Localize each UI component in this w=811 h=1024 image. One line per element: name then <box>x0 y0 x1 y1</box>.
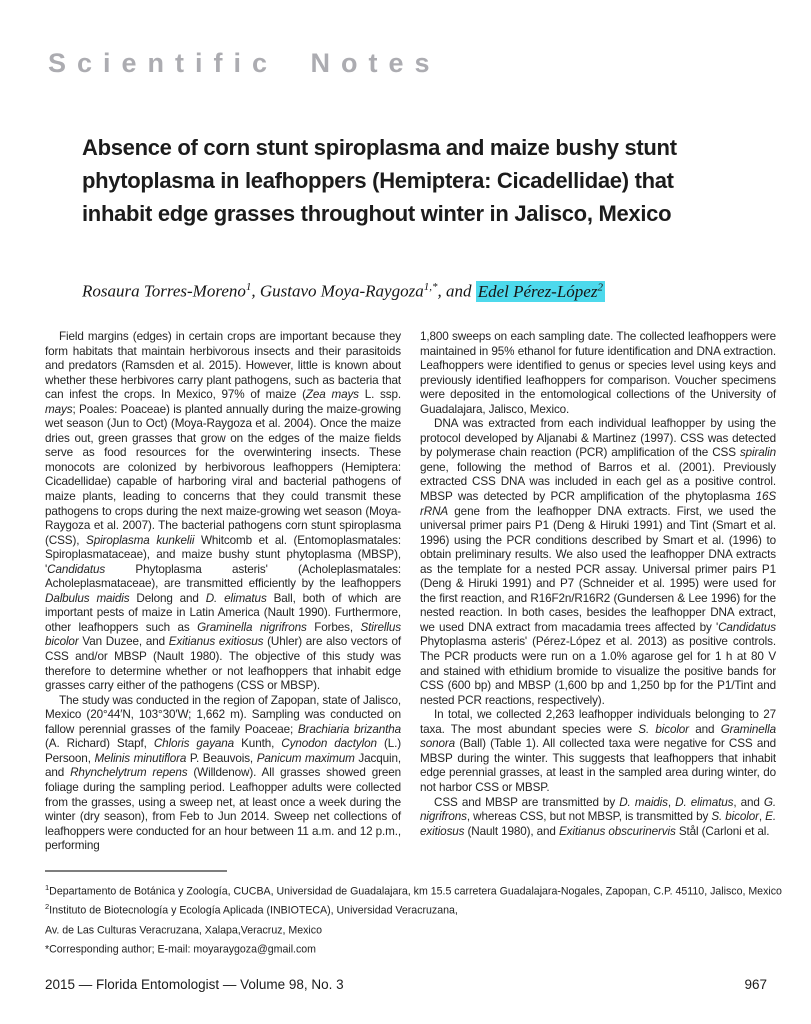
author-separator: , and <box>437 281 476 301</box>
byline <box>82 281 605 302</box>
footnote-line <box>45 880 782 900</box>
footnotes <box>45 880 782 958</box>
author-name: Gustavo Moya-Raygoza <box>259 281 424 301</box>
paragraph: Field margins (edges) in certain crops are important because they form habitats that maintain herbivorous insects and their parasitoids and predators (Ramsden et al. 2015). However, little is known about whether these herbivores carry plant pathogens, such as bacteria that can infest the crops. In Mexico, 97% of maize (Zea mays L. ssp. mays; Poales: Poaceae) is planted annually during the maize-growing wet season (Jun to Oct) (Moya-Raygoza et al. 2004). Once the maize dries out, green grasses that grow on the edges of the maize fields serve as food resources for the overwintering insects. These monocots are colonized by herbivorous leafhoppers (Hemiptera: Cicadellidae) capable of harboring viral and bacterial pathogens of maize plants, leading to concerns that they could transmit these pathogens to crops during the next maize-growing wet season (Moya-Raygoza et al. 2007). The bacterial pathogens corn stunt spiroplasma (CSS), Spiroplasma kunkelii Whitcomb et al. (Entomoplasmatales: Spiroplasmataceae), and maize bushy stunt phytoplasma (MBSP), 'Candidatus Phytoplasma asteris' (Acholeplasmatales: Acholeplasmataceae), are transmitted efficiently by the leafhoppers Dalbulus maidis Delong and D. elimatus Ball, both of which are important pests of maize in Latin America (Nault 1990). Furthermore, other leafhoppers such as Graminella nigrifrons Forbes, Stirellus bicolor Van Duzee, and Exitianus exitiosus (Uhler) are also vectors of CSS and/or MBSP (Nault 1980). The objective of this study was therefore to determine whether or not leafhoppers that inhabit edge grasses carry either of the pathogens (CSS or MBSP). <box>45 330 402 693</box>
author-affiliation-sup: 1 <box>245 281 252 293</box>
article-body <box>45 330 782 958</box>
author-affiliation-sup: 1,* <box>423 281 438 293</box>
author-name: Rosaura Torres-Moreno <box>82 281 246 301</box>
author-affiliation-sup: 2 <box>597 281 603 293</box>
author-highlight <box>476 281 605 302</box>
page-footer <box>45 977 767 992</box>
paragraph: 1,800 sweeps on each sampling date. The collected leafhoppers were maintained in 95% ethanol for future identification and DNA extraction. Leafhoppers were identified to genus or species level using keys and previously identified leafhoppers for comparison. Voucher specimens were deposited in the entomological collections of the University of Guadalajara, Jalisco, Mexico. <box>420 330 776 416</box>
section-label: Scientific Notes <box>48 48 441 78</box>
paragraph: DNA was extracted from each individual leafhopper by using the protocol developed by Aljanabi & Martinez (1997). CSS was detected by polymerase chain reaction (PCR) amplification of the CSS spiralin gene, following the method of Barros et al. (2001). Previously extracted CSS DNA was included in each gel as a positive control. MBSP was detected by PCR amplification of the phytoplasma 16S rRNA gene from the leafhopper DNA extracts. First, we used the universal primer pairs P1 (Deng & Hiruki 1991) and Tint (Smart et al. 1996) using the PCR conditions described by Smart et al. (1996) to obtain preliminary results. We also used the leafhopper DNA extracts as the template for a nested PCR assay. Universal primer pairs P1 (Deng & Hiruki 1991) and P7 (Schneider et al. 1995) were used for the first reaction, and R16F2n/R16R2 (Gundersen & Lee 1996) for the nested reaction. In both cases, besides the leafhopper DNA extract, we used DNA extract from macadamia trees affected by 'Candidatus Phytoplasma asteris' (Pérez-López et al. 2013) as positive controls. The PCR products were run on a 1.0% agarose gel for 1 h at 80 V and stained with ethidium bromide to visualize the positive bands for CSS (600 bp) and MBSP (1,600 bp and 1,250 bp for the P1/Tint and nested PCR reactions, respectively). <box>420 417 776 707</box>
footnote-separator <box>45 870 227 872</box>
article-title: Absence of corn stunt spiroplasma and maize bushy stunt phytoplasma in leafhoppers (Hemiptera: Cicadellidae) that inhabit edge grasses throughout winter in Jalisco, Mexico <box>82 134 677 226</box>
author-separator: , <box>251 281 260 301</box>
footnote-text: Instituto de Biotecnología y Ecología Aplicada (INBIOTECA), Universidad Veracruzana, <box>49 904 458 917</box>
author-name: Edel Pérez-López <box>477 281 598 301</box>
right-column <box>420 330 776 854</box>
footnote-marker: 2 <box>45 902 50 912</box>
footnote-line <box>45 899 776 919</box>
page-number: 967 <box>744 977 767 992</box>
paragraph: In total, we collected 2,263 leafhopper individuals belonging to 27 taxa. The most abundant species were S. bicolor and Graminella sonora (Ball) (Table 1). All collected taxa were negative for CSS and MBSP during the winter. This suggests that leafhoppers that inhabit edge perennial grasses, at least in the sampled area during winter, do not harbor CSS or MBSP. <box>420 708 776 794</box>
left-column <box>45 330 401 854</box>
footnote-line <box>45 919 776 939</box>
footnote-text: Departamento de Botánica y Zoología, CUCBA, Universidad de Guadalajara, km 15.5 carretera Guadalajara-Nogales, Zapopan, C.P. 45110, Jalisco, Mexico <box>49 885 782 898</box>
footnote-marker: 1 <box>45 882 50 892</box>
footnote-text: Av. de Las Culturas Veracruzana, Xalapa,Veracruz, Mexico <box>45 924 322 937</box>
footnote-text: *Corresponding author; E-mail: moyaraygoza@gmail.com <box>45 943 317 956</box>
journal-citation: 2015 — Florida Entomologist — Volume 98, No. 3 <box>45 977 344 992</box>
footnote-line <box>45 938 776 958</box>
paragraph: CSS and MBSP are transmitted by D. maidis, D. elimatus, and G. nigrifrons, whereas CSS, but not MBSP, is transmitted by S. bicolor, E. exitiosus (Nault 1980), and Exitianus obscurinervis Stål (Carloni et al. <box>420 795 776 838</box>
paragraph: The study was conducted in the region of Zapopan, state of Jalisco, Mexico (20°44′N, 103°30′W; 1,662 m). Sampling was conducted on fallow perennial grasses of the family Poaceae; Brachiaria brizantha (A. Richard) Stapf, Chloris gayana Kunth, Cynodon dactylon (L.) Persoon, Melinis minutiflora P. Beauvois, Panicum maximum Jacquin, and Rhynchelytrum repens (Willdenow). All grasses showed green foliage during the sampling period. Leafhopper adults were collected from the grasses, using a sweep net, at least once a week during the winter (dry season), from Feb to Jun 2014. Sweep net collections of leafhoppers were conducted for an hour between 11 a.m. and 12 p.m., performing <box>45 693 402 853</box>
two-column-text <box>45 330 776 854</box>
